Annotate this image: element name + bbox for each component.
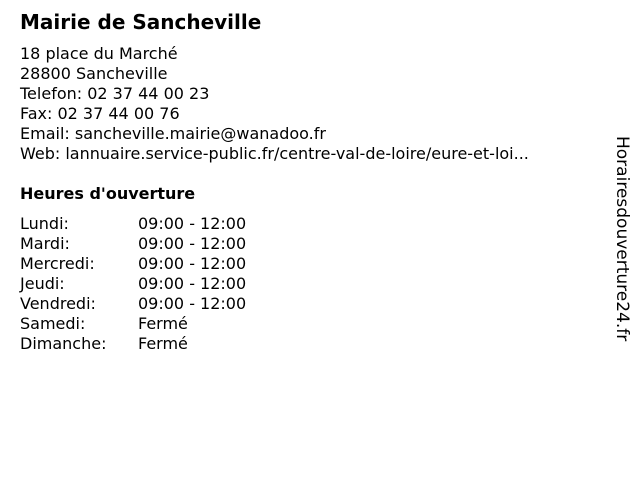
time-value: 09:00 - 12:00 bbox=[138, 254, 247, 273]
watermark-text: Horairesdouverture24.fr bbox=[612, 136, 632, 342]
site-watermark bbox=[610, 136, 634, 344]
email-address: Email: sancheville.mairie@wanadoo.fr bbox=[20, 124, 326, 143]
opening-hours-list bbox=[20, 214, 246, 354]
fax-number: Fax: 02 37 44 00 76 bbox=[20, 104, 180, 123]
hours-row-tuesday bbox=[20, 234, 246, 254]
hours-row-friday bbox=[20, 294, 246, 314]
day-label: Vendredi: bbox=[20, 294, 96, 313]
contact-block bbox=[20, 44, 529, 164]
time-value: 09:00 - 12:00 bbox=[138, 274, 247, 293]
hours-row-thursday bbox=[20, 274, 246, 294]
day-label: Jeudi: bbox=[20, 274, 65, 293]
hours-row-monday bbox=[20, 214, 246, 234]
website-url: Web: lannuaire.service-public.fr/centre-val-de-loire/eure-et-loi... bbox=[20, 144, 529, 163]
time-value: 09:00 - 12:00 bbox=[138, 234, 247, 253]
day-label: Mardi: bbox=[20, 234, 70, 253]
day-label: Samedi: bbox=[20, 314, 86, 333]
day-label: Mercredi: bbox=[20, 254, 95, 273]
hours-heading: Heures d'ouverture bbox=[20, 184, 196, 203]
time-value: 09:00 - 12:00 bbox=[138, 294, 247, 313]
time-value: Fermé bbox=[138, 334, 188, 353]
day-label: Lundi: bbox=[20, 214, 69, 233]
address-city: 28800 Sancheville bbox=[20, 64, 168, 83]
hours-row-saturday bbox=[20, 314, 246, 334]
phone-number: Telefon: 02 37 44 00 23 bbox=[20, 84, 210, 103]
hours-row-wednesday bbox=[20, 254, 246, 274]
page-title: Mairie de Sancheville bbox=[20, 10, 262, 34]
address-street: 18 place du Marché bbox=[20, 44, 178, 63]
time-value: 09:00 - 12:00 bbox=[138, 214, 247, 233]
day-label: Dimanche: bbox=[20, 334, 107, 353]
time-value: Fermé bbox=[138, 314, 188, 333]
hours-row-sunday bbox=[20, 334, 246, 354]
